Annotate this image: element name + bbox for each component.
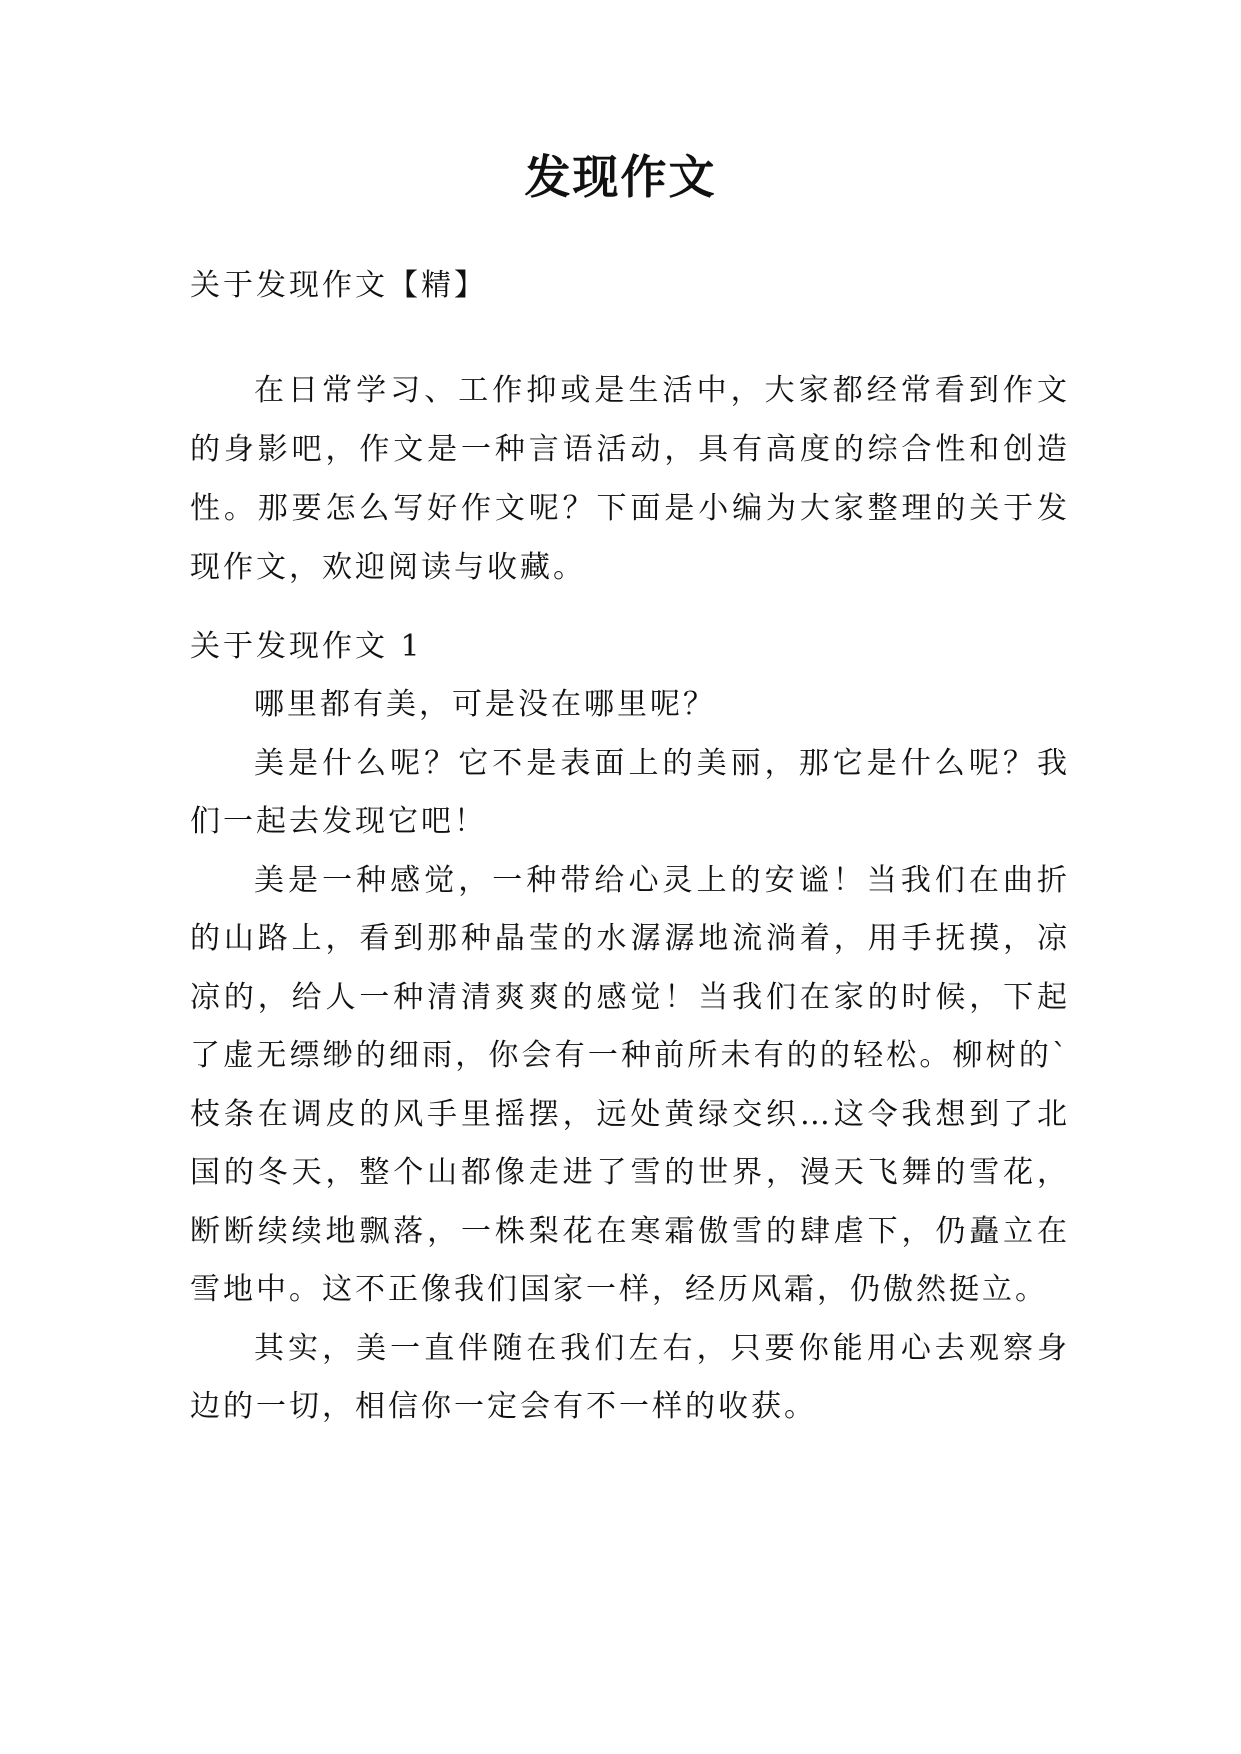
intro-section <box>190 361 1070 597</box>
section-1-body <box>190 676 1070 1437</box>
section-1-paragraph-2: 美是什么呢？它不是表面上的美丽，那它是什么呢？我们一起去发现它吧！ <box>190 745 1070 839</box>
section-1-paragraph-3: 美是一种感觉，一种带给心灵上的安谧！当我们在曲折的山路上，看到那种晶莹的水潺潺地流淌着，用手抚摸，凉凉的，给人一种清清爽爽的感觉！当我们在家的时候，下起了虚无缥缈的细雨，你会有一种前所未有的的轻松。柳树的`枝条在调皮的风手里摇摆，远处黄绿交织…这令我想到了北国的冬天，整个山都像走进了雪的世界，漫天飞舞的雪花，断断续续地飘落，一株梨花在寒霜傲雪的肆虐下，仍矗立在雪地中。这不正像我们国家一样，经历风霜，仍傲然挺立。 <box>190 862 1070 1307</box>
intro-paragraph: 在日常学习、工作抑或是生活中，大家都经常看到作文的身影吧，作文是一种言语活动，具有高度的综合性和创造性。那要怎么写好作文呢？下面是小编为大家整理的关于发现作文，欢迎阅读与收藏。 <box>190 373 1070 585</box>
section-1-paragraph-1: 哪里都有美，可是没在哪里呢？ <box>254 687 716 722</box>
section-1-heading: 关于发现作文 1 <box>190 629 423 664</box>
section-1-paragraph-4: 其实，美一直伴随在我们左右，只要你能用心去观察身边的一切，相信你一定会有不一样的收获。 <box>190 1330 1070 1424</box>
document-subtitle: 关于发现作文【精】 <box>190 268 487 303</box>
document-title: 发现作文 <box>524 150 717 204</box>
